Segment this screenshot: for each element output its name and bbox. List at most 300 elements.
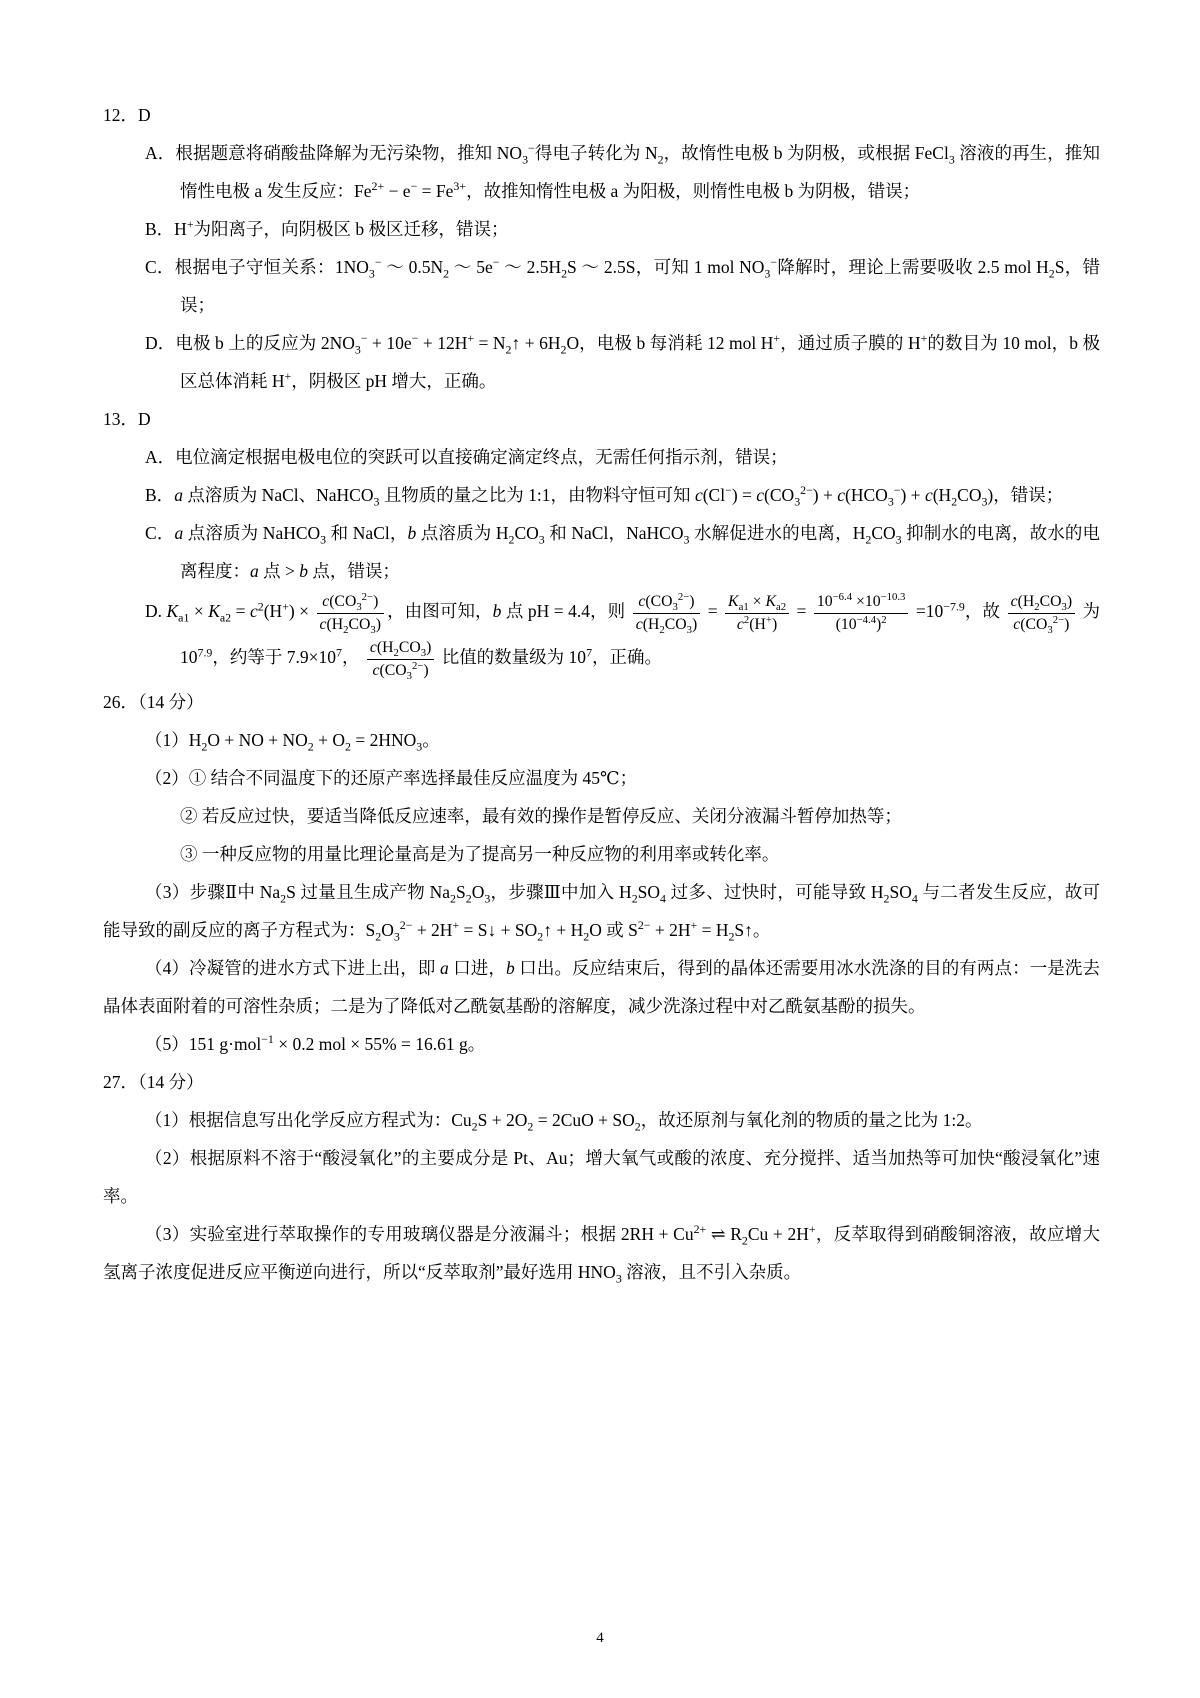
text-run: CO — [871, 523, 896, 543]
superscript: 2 — [881, 613, 887, 626]
subscript: a2 — [775, 601, 787, 614]
text-run: 溶液的再生，推知惰性电极 a 发生反应：Fe — [180, 143, 1101, 201]
text-run: Cu + 2H — [747, 1223, 809, 1244]
text-run: CO — [664, 615, 687, 633]
text-run: CO — [1039, 593, 1062, 610]
superscript: + — [808, 1221, 816, 1236]
italic-variable: b — [492, 601, 502, 622]
subscript: 2 — [527, 1119, 534, 1134]
text-run: 点 > — [258, 561, 300, 581]
superscript: −10.3 — [880, 590, 906, 603]
text-run: S ～ 2.5S，可知 1 mol NO — [567, 257, 765, 277]
subscript: 3 — [764, 266, 771, 281]
text-run: ③ 一种反应物的用量比理论量高是为了提高另一种反应物的利用率或转化率。 — [180, 843, 780, 864]
text-run: ，由图可知， — [387, 601, 493, 622]
subscript: 2 — [450, 891, 456, 906]
superscript: − — [893, 483, 901, 498]
text-run: C．根据电子守恒关系：1NO — [145, 257, 369, 277]
subscript: 3 — [794, 494, 801, 509]
text-run: (H — [642, 615, 660, 633]
text-run: 且物质的量之比为 1:1，由物料守恒可知 — [379, 485, 695, 505]
italic-variable: c — [756, 485, 765, 505]
subscript: 3 — [1047, 623, 1053, 636]
superscript: 2 — [743, 613, 750, 626]
subscript: 2 — [728, 929, 735, 944]
subscript: 3 — [368, 266, 375, 281]
subscript: 2 — [634, 1119, 641, 1134]
italic-variable: c — [249, 601, 258, 622]
superscript: −1 — [261, 1031, 274, 1046]
subscript: 2 — [375, 929, 382, 944]
subscript: 3 — [406, 670, 412, 683]
fraction — [1008, 592, 1075, 634]
superscript: + — [765, 613, 772, 626]
answer-26-part-2-sub-3 — [103, 835, 1100, 873]
text-run: ～ 2.5H — [499, 257, 562, 277]
text-run: ) = — [731, 485, 757, 505]
fraction — [814, 592, 909, 634]
subscript: 2 — [537, 929, 544, 944]
subscript: 2 — [659, 623, 665, 636]
italic-variable: c — [1013, 615, 1021, 633]
text-run: ，正确。 — [592, 647, 663, 668]
answer-12-header — [103, 96, 1100, 134]
subscript: 2 — [393, 647, 399, 660]
text-run: CO — [514, 523, 539, 543]
subscript: 2 — [345, 739, 351, 754]
text-run: S 过量且生成产物 Na — [286, 881, 451, 902]
subscript: 3 — [981, 494, 988, 509]
text-run: 点溶质为 H — [416, 523, 509, 543]
text-run: C． — [145, 523, 175, 543]
text-run: (HCO — [845, 485, 888, 505]
text-run: （3）步骤Ⅱ中 Na — [145, 881, 281, 902]
superscript: 2− — [399, 917, 413, 932]
italic-variable: K — [765, 593, 776, 610]
fraction — [317, 592, 384, 634]
italic-variable: K — [166, 601, 179, 622]
text-run: ) — [426, 639, 432, 657]
subscript: 3 — [354, 342, 361, 357]
subscript: 2 — [561, 266, 568, 281]
text-run: (H — [749, 615, 766, 633]
text-run: 比值的数量级为 10 — [437, 647, 587, 668]
text-run: D. — [145, 601, 167, 622]
page-number: 4 — [596, 1630, 604, 1646]
superscript: + — [284, 369, 292, 384]
superscript: 2+ — [371, 179, 385, 194]
italic-variable: c — [924, 485, 933, 505]
italic-variable: c — [372, 662, 380, 680]
text-run: + 2H — [412, 919, 453, 940]
text-run: 10 — [816, 593, 833, 610]
text-run: O — [471, 881, 485, 902]
superscript: − — [770, 255, 778, 270]
fraction-numerator — [725, 592, 789, 614]
text-run: = N — [474, 333, 506, 353]
text-run: = — [792, 601, 811, 622]
fraction-numerator — [633, 592, 700, 614]
text-run: 溶液，且不引入杂质。 — [621, 1261, 802, 1282]
text-run: 口出。反应结束后，得到的晶体还需要用冰水洗涤的目的有两点：一是洗去晶体表面附着的可溶性杂质；二是为了降低对乙酰氨基酚的溶解度，减少洗涤过程中对乙酰氨基酚的损失。 — [103, 957, 1101, 1016]
subscript: 3 — [686, 623, 692, 636]
text-run: = Fe — [417, 181, 454, 201]
text-run: 过多、过快时，可能导致 H — [665, 881, 884, 902]
text-run: × 0.2 mol × 55% = 16.61 g。 — [273, 1033, 486, 1054]
answer-27-header — [103, 1063, 1100, 1101]
answer-12-option-b — [103, 210, 1100, 248]
text-run: O — [381, 919, 394, 940]
fraction-denominator — [367, 660, 434, 681]
subscript: 2 — [883, 891, 890, 906]
text-run: ) — [689, 593, 695, 610]
subscript: 3 — [615, 1271, 622, 1286]
text-run: ) × — [288, 601, 314, 622]
fraction-denominator — [633, 614, 700, 635]
subscript: 4 — [660, 891, 666, 906]
subscript: 2 — [1048, 266, 1055, 281]
superscript: + — [467, 331, 475, 346]
text-run: 27．（14 分） — [103, 1071, 204, 1092]
subscript: 2 — [657, 152, 664, 167]
subscript: 3 — [672, 601, 678, 614]
text-run: 点溶质为 NaHCO — [183, 523, 321, 543]
text-run: 。 — [422, 729, 440, 750]
subscript: a1 — [738, 601, 749, 614]
superscript: − — [528, 141, 535, 156]
text-run: = H — [697, 919, 729, 940]
superscript: 2− — [361, 590, 374, 603]
text-run: A．电位滴定根据电极电位的突跃可以直接确定滴定终点，无需任何指示剂，错误； — [145, 447, 788, 467]
fraction-denominator — [317, 614, 384, 635]
answer-26-part-2 — [103, 759, 1100, 797]
text-run: ) — [771, 615, 778, 633]
text-run: 与二者发生反应，故可能导致的副反应的离子方程式为：S — [103, 881, 1100, 940]
answer-13-option-d — [103, 590, 1100, 683]
text-run: ) — [423, 662, 429, 680]
superscript: 2− — [800, 483, 813, 498]
text-run: ⇌ R — [706, 1223, 742, 1244]
text-run: B． — [145, 485, 175, 505]
text-run: S，错误； — [180, 257, 1100, 315]
text-run: (H — [263, 601, 283, 622]
fraction — [367, 638, 434, 683]
superscript: −6.4 — [832, 590, 853, 603]
italic-variable: c — [369, 639, 377, 657]
answer-13-option-c — [103, 514, 1100, 590]
text-run: (H — [376, 639, 394, 657]
answer-26-part-2-sub-2 — [103, 797, 1100, 835]
subscript: 3 — [522, 152, 529, 167]
superscript: + — [690, 917, 698, 932]
text-run: ，阴极区 pH 增大，正确。 — [291, 371, 497, 391]
superscript: 2− — [411, 659, 424, 672]
fraction-denominator — [1008, 614, 1075, 635]
text-run: 12．D — [103, 105, 151, 125]
answer-12-option-a — [103, 134, 1100, 210]
italic-variable: a — [250, 561, 259, 581]
subscript: 3 — [1061, 601, 1067, 614]
document-body — [103, 96, 1100, 1291]
text-run: 降解时，理论上需要吸收 2.5 mol H — [777, 257, 1049, 277]
italic-variable: b — [407, 523, 417, 543]
text-run: ，故还原剂与氧化剂的物质的量之比为 1:2。 — [640, 1109, 983, 1130]
superscript: + — [186, 217, 194, 232]
italic-variable: a — [439, 957, 449, 978]
italic-variable: c — [322, 593, 330, 610]
text-run: SO — [889, 881, 912, 902]
text-run: 和 NaCl，NaHCO — [544, 523, 684, 543]
answer-27-part-1 — [103, 1101, 1100, 1139]
answer-13-option-a — [103, 438, 1100, 476]
text-run: CO — [398, 639, 421, 657]
text-run: SO — [637, 881, 661, 902]
italic-variable: c — [837, 485, 846, 505]
italic-variable: c — [319, 615, 327, 633]
text-run: ) — [876, 615, 882, 633]
text-run: ， — [341, 647, 364, 668]
answer-26-part-4 — [103, 949, 1100, 1025]
text-run: (CO — [1020, 615, 1048, 633]
italic-variable: a — [174, 485, 183, 505]
text-run: （1）H — [145, 729, 202, 750]
subscript: 2 — [865, 532, 872, 547]
text-run: + 10e — [367, 333, 412, 353]
text-run: S + 2O — [477, 1109, 528, 1130]
fraction-denominator — [725, 614, 789, 635]
subscript: 2 — [508, 532, 515, 547]
subscript: 3 — [373, 494, 380, 509]
text-run: D．电极 b 上的反应为 2NO — [145, 333, 355, 353]
subscript: a1 — [178, 610, 190, 625]
answer-13-header — [103, 400, 1100, 438]
text-run: 26．（14 分） — [103, 691, 204, 712]
text-run: O 或 S — [589, 919, 638, 940]
text-run: 口进， — [448, 957, 507, 978]
text-run: ) — [1064, 615, 1070, 633]
text-run: 得电子转化为 N — [534, 143, 658, 163]
text-run: ② 若反应过快，要适当降低反应速率，最有效的操作是暂停反应、关闭分液漏斗暂停加热等； — [180, 805, 902, 826]
subscript: 3 — [393, 929, 400, 944]
italic-variable: c — [694, 485, 703, 505]
fraction-numerator — [814, 592, 909, 614]
italic-variable: b — [299, 561, 308, 581]
text-run: 点 pH = 4.4，则 — [501, 601, 630, 622]
subscript: 3 — [538, 532, 545, 547]
text-run: = 2CuO + SO — [533, 1109, 635, 1130]
subscript: a2 — [219, 610, 232, 625]
text-run: B．H — [145, 219, 187, 239]
subscript: 3 — [887, 494, 894, 509]
subscript: 2 — [583, 929, 590, 944]
text-run: CO — [957, 485, 982, 505]
fraction — [725, 592, 789, 634]
text-run: ↑ + 6H — [511, 333, 561, 353]
text-run: ) — [691, 615, 698, 633]
text-run: = — [231, 601, 250, 622]
text-run: ) — [373, 593, 379, 610]
answer-26-header — [103, 683, 1100, 721]
text-run: 13．D — [103, 409, 151, 429]
text-run: （3）实验室进行萃取操作的专用玻璃仪器是分液漏斗；根据 2RH + Cu — [145, 1223, 694, 1244]
text-run: 为阳离子，向阴极区 b 极区迁移，错误； — [193, 219, 509, 239]
text-run: (H — [932, 485, 952, 505]
italic-variable: c — [638, 593, 646, 610]
text-run: ) + — [900, 485, 925, 505]
text-run: (H — [326, 615, 344, 633]
text-run: ↑ + H — [543, 919, 584, 940]
superscript: 7 — [336, 645, 342, 660]
superscript: 7 — [586, 645, 593, 660]
subscript: 2 — [471, 1119, 478, 1134]
answer-12-option-c — [103, 248, 1100, 324]
subscript: 3 — [484, 891, 491, 906]
text-run: ×10 — [852, 593, 881, 610]
text-run: CO — [348, 615, 371, 633]
text-run: 和 NaCl， — [326, 523, 408, 543]
subscript: 2 — [1034, 601, 1040, 614]
fraction — [633, 592, 700, 634]
text-run: ) — [1066, 593, 1073, 610]
fraction-denominator — [814, 614, 909, 635]
text-run: 的数目为 10 mol，b 极区总体消耗 H — [180, 333, 1101, 391]
italic-variable: c — [635, 615, 643, 633]
text-run: A．根据题意将硝酸盐降解为无污染物，推知 NO — [145, 143, 523, 163]
italic-variable: K — [208, 601, 220, 622]
text-run: =10 — [911, 601, 944, 622]
fraction-numerator — [317, 592, 384, 614]
subscript: 2 — [307, 739, 314, 754]
answer-26-part-5 — [103, 1025, 1100, 1063]
subscript: 3 — [948, 152, 955, 167]
text-run: = 2HNO — [350, 729, 417, 750]
text-run: (H — [1017, 593, 1035, 610]
text-run: （2）① 结合不同温度下的还原产率选择最佳反应温度为 45℃； — [145, 767, 638, 788]
text-run: ，约等于 7.9×10 — [212, 647, 336, 668]
subscript: 2 — [505, 342, 512, 357]
answer-26-part-3 — [103, 873, 1100, 949]
text-run: × — [748, 593, 766, 610]
italic-variable: a — [174, 523, 184, 543]
text-run: ～ 5e — [449, 257, 493, 277]
subscript: 4 — [911, 891, 918, 906]
subscript: 3 — [895, 532, 902, 547]
subscript: 2 — [631, 891, 638, 906]
text-run: ，故惰性电极 b 为阴极，或根据 FeCl — [663, 143, 949, 163]
superscript: 2− — [677, 590, 690, 603]
text-run: 水解促进水的电离，H — [689, 523, 866, 543]
text-run: × — [189, 601, 209, 622]
text-run: + O — [313, 729, 345, 750]
superscript: 2− — [637, 917, 651, 932]
superscript: − — [410, 179, 418, 194]
italic-variable: c — [1010, 593, 1018, 610]
fraction-numerator — [367, 638, 434, 660]
italic-variable: b — [506, 957, 515, 978]
text-run: 点，错误； — [308, 561, 400, 581]
superscript: 2 — [257, 599, 264, 614]
subscript: 3 — [370, 623, 376, 636]
superscript: − — [492, 255, 500, 270]
text-run: (CO — [645, 593, 673, 610]
superscript: + — [773, 331, 781, 346]
superscript: −4.4 — [856, 613, 877, 626]
text-run: ，故推知惰性电极 a 为阳极，则惰性电极 b 为阴极，错误； — [466, 181, 921, 201]
italic-variable: K — [728, 593, 739, 610]
subscript: 2 — [741, 1233, 748, 1248]
text-run: S↑。 — [734, 919, 771, 940]
fraction-numerator — [1008, 592, 1075, 614]
text-run: ，反萃取得到硝酸铜溶液，故应增大氢离子浓度促进反应平衡逆向进行，所以“反萃取剂”最好选用 HNO — [103, 1223, 1101, 1282]
superscript: 2− — [1052, 613, 1065, 626]
superscript: −7.9 — [943, 599, 965, 614]
subscript: 3 — [683, 532, 690, 547]
subscript: 2 — [201, 739, 208, 754]
subscript: 3 — [420, 647, 427, 660]
text-run: ，通过质子膜的 H — [780, 333, 921, 353]
subscript: 2 — [465, 891, 472, 906]
text-run: O + NO + NO — [207, 729, 308, 750]
subscript: 3 — [320, 532, 327, 547]
text-run: )，错误； — [987, 485, 1064, 505]
text-run: = S↓ + SO — [459, 919, 538, 940]
subscript: 2 — [443, 266, 450, 281]
superscript: − — [374, 255, 382, 270]
text-run: ) + — [812, 485, 838, 505]
answer-27-part-3 — [103, 1215, 1100, 1291]
answer-27-part-2 — [103, 1139, 1100, 1215]
text-run: 点溶质为 NaCl、NaHCO — [182, 485, 374, 505]
text-run: S — [456, 881, 466, 902]
subscript: 2 — [280, 891, 287, 906]
text-run: （2）根据原料不溶于“酸浸氧化”的主要成分是 Pt、Au；增大氧气或酸的浓度、充分搅拌、适当加热等可加快“酸浸氧化”速率。 — [103, 1147, 1100, 1206]
text-run: (CO — [764, 485, 795, 505]
text-run: = — [703, 601, 723, 622]
superscript: + — [282, 599, 289, 614]
superscript: 3+ — [453, 179, 467, 194]
superscript: − — [411, 331, 419, 346]
subscript: 3 — [356, 601, 362, 614]
text-run: （5）151 g·mol — [145, 1033, 262, 1054]
text-run: ～ 0.5N — [381, 257, 444, 277]
answer-26-part-1 — [103, 721, 1100, 759]
text-run: （1）根据信息写出化学反应方程式为：Cu — [145, 1109, 472, 1130]
text-run: (10 — [835, 615, 857, 633]
subscript: 2 — [343, 623, 349, 636]
text-run: (Cl — [702, 485, 726, 505]
italic-variable: c — [736, 615, 744, 633]
text-run: (CO — [329, 593, 357, 610]
text-run: + 2H — [650, 919, 691, 940]
answer-13-option-b — [103, 476, 1100, 514]
superscript: 2+ — [693, 1221, 707, 1236]
superscript: − — [360, 331, 368, 346]
subscript: 3 — [416, 739, 423, 754]
text-run: 抑制水的电离，故水的电离程度： — [180, 523, 1100, 581]
answer-12-option-d — [103, 324, 1100, 400]
subscript: 2 — [951, 494, 958, 509]
superscript: + — [452, 917, 460, 932]
superscript: + — [920, 331, 928, 346]
text-run: 为 10 — [180, 601, 1101, 668]
subscript: 2 — [560, 342, 567, 357]
text-run: + 12H — [418, 333, 468, 353]
text-run: ) — [375, 615, 381, 633]
text-run: − e — [384, 181, 411, 201]
text-run: O，电极 b 每消耗 12 mol H — [566, 333, 774, 353]
text-run: ，步骤Ⅲ中加入 H — [490, 881, 632, 902]
text-run: (CO — [379, 662, 407, 680]
